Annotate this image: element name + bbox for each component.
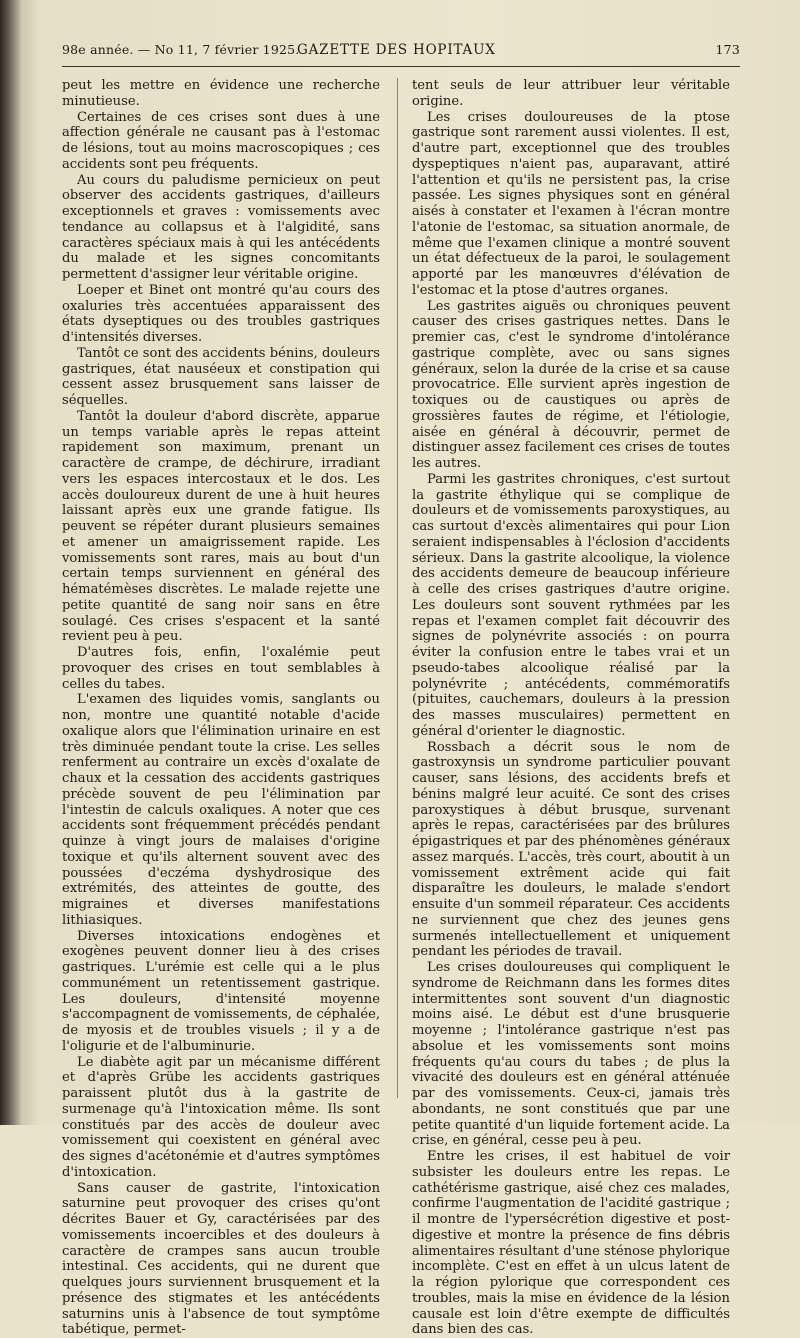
paragraph: Au cours du paludisme pernicieux on peut observer des accidents gastriques, d'ailleurs exceptionnels et graves : vomissements avec tendance au collapsus et à l'algidité, sans caractères spéciaux mais à qui les antécédents du malade et les signes concomitants permettent d'assigner leur véritable origine.	[62, 173, 380, 283]
paragraph: tent seuls de leur attribuer leur véritable origine.	[412, 78, 730, 110]
paragraph: Rossbach a décrit sous le nom de gastroxynsis un syndrome particulier pouvant causer, sans lésions, des accidents brefs et bénins malgré leur acuité. Ce sont des crises paroxystiques à début brusque, survenant après le repas, caractérisées par des brûlures épigastriques et par des phénomènes généraux assez marqués. L'accès, très court, aboutit à un vomissement extrêment acide qui fait disparaître les douleurs, le malade s'endort ensuite d'un sommeil réparateur. Ces accidents ne surviennent que chez des jeunes gens surmenés intellectuellement et uniquement pendant les périodes de travail.	[412, 740, 730, 961]
issue-info: 98e année. — No 11, 7 février 1925.	[62, 42, 299, 57]
paragraph: Loeper et Binet ont montré qu'au cours des oxaluries très accentuées apparaissent des états dyseptiques ou des troubles gastriques d'intensités diverses.	[62, 283, 380, 346]
paragraph: Certaines de ces crises sont dues à une affection générale ne causant pas à l'estomac de lésions, tout au moins macroscopiques ; ces accidents sont peu fréquents.	[62, 110, 380, 173]
journal-title: GAZETTE DES HOPITAUX	[297, 42, 496, 58]
paragraph: Entre les crises, il est habituel de voir subsister les douleurs entre les repas. Le cathétérisme gastrique, aisé chez ces malades, confirme l'augmentation de l'acidité gastrique ; il montre de l'ypersécrétion digestive et post-digestive et montre la présence de fins débris alimentaires résultant d'une sténose phylorique incomplète. C'est en effet à un ulcus latent de la région pylorique que correspondent ces troubles, mais la mise en évidence de la lésion causale est loin d'être exempte de difficultés dans bien des cas.	[412, 1149, 730, 1338]
paragraph: Sans causer de gastrite, l'intoxication saturnine peut provoquer des crises qu'ont décrites Bauer et Gy, caractérisées par des vomissements incoercibles et des douleurs à caractère de crampes sans aucun trouble intestinal. Ces accidents, qui ne durent que quelques jours surviennent brusquement et la présence des stigmates et les antécédents saturnins unis à l'absence de tout symptôme tabétique, permet-	[62, 1181, 380, 1338]
column-divider	[397, 78, 398, 1098]
page-number: 173	[716, 42, 740, 57]
left-column	[62, 78, 380, 1338]
paragraph: Les crises douloureuses de la ptose gastrique sont rarement aussi violentes. Il est, d'autre part, exceptionnel que des troubles dyspeptiques n'aient pas, auparavant, attiré l'attention et qu'ils ne persistent pas, la crise passée. Les signes physiques sont en général aisés à constater et l'examen à l'écran montre l'atonie de l'estomac, sa situation anormale, de même que l'examen clinique a montré souvent un état défectueux de la paroi, le soulagement apporté par les manœuvres d'élévation de l'estomac et la ptose d'autres organes.	[412, 110, 730, 299]
paragraph: D'autres fois, enfin, l'oxalémie peut provoquer des crises en tout semblables à celles du tabes.	[62, 645, 380, 692]
paragraph: Tantôt ce sont des accidents bénins, douleurs gastriques, état nauséeux et constipation qui cessent assez brusquement sans laisser de séquelles.	[62, 346, 380, 409]
paragraph: Les gastrites aiguës ou chroniques peuvent causer des crises gastriques nettes. Dans le premier cas, c'est le syndrome d'intolérance gastrique complète, avec ou sans signes généraux, selon la durée de la crise et sa cause provocatrice. Elle survient après ingestion de toxiques ou de caustiques ou après de grossières fautes de régime, et l'étiologie, aisée en général à découvrir, permet de distinguer assez facilement ces crises de toutes les autres.	[412, 299, 730, 472]
paragraph: Diverses intoxications endogènes et exogènes peuvent donner lieu à des crises gastriques. L'urémie est celle qui a le plus communément un retentissement gastrique. Les douleurs, d'intensité moyenne s'accompagnent de vomissements, de céphalée, de myosis et de troubles visuels ; il y a de l'oligurie et de l'albuminurie.	[62, 929, 380, 1055]
paragraph: Parmi les gastrites chroniques, c'est surtout la gastrite éthylique qui se complique de douleurs et de vomissements paroxystiques, au cas surtout d'excès alimentaires qui pour Lion seraient indispensables à l'éclosion d'accidents sérieux. Dans la gastrite alcoolique, la violence des accidents demeure de beaucoup inférieure à celle des crises gastriques d'autre origine. Les douleurs sont souvent rythmées par les repas et l'examen complet fait découvrir des signes de polynévrite associés : on pourra éviter la confusion entre le tabes vrai et un pseudo-tabes alcoolique réalisé par la polynévrite ; antécédents, commémoratifs (pituites, cauchemars, douleurs à la pression des masses musculaires) permettent en général d'orienter le diagnostic.	[412, 472, 730, 740]
header-rule	[62, 66, 740, 67]
paragraph: Tantôt la douleur d'abord discrète, apparue un temps variable après le repas atteint rapidement son maximum, prenant un caractère de crampe, de déchirure, irradiant vers les espaces intercostaux et le dos. Les accès douloureux durent de une à huit heures laissant après eux une grande fatigue. Ils peuvent se répéter durant plusieurs semaines et amener un amaigrissement rapide. Les vomissements sont rares, mais au bout d'un certain temps surviennent en général des hématémèses discrètes. Le malade rejette une petite quantité de sang noir sans en être soulagé. Ces crises s'espacent et la santé revient peu à peu.	[62, 409, 380, 645]
paragraph: peut les mettre en évidence une recherche minutieuse.	[62, 78, 380, 110]
paragraph: Le diabète agit par un mécanisme différent et d'après Grübe les accidents gastriques paraissent plutôt dus à la gastrite de surmenage qu'à l'intoxication même. Ils sont constitués par des accès de douleur avec vomissement qui coexistent en général avec des signes d'acétonémie et d'autres symptômes d'intoxication.	[62, 1055, 380, 1181]
right-column	[412, 78, 730, 1338]
page-header	[62, 42, 740, 62]
paragraph: Les crises douloureuses qui compliquent le syndrome de Reichmann dans les formes dites intermittentes sont souvent d'un diagnostic moins aisé. Le début est d'une brusquerie moyenne ; l'intolérance gastrique n'est pas absolue et les vomissements sont moins fréquents qu'au cours du tabes ; de plus la vivacité des douleurs est en général atténuée par des vomissements. Ceux-ci, jamais très abondants, ne sont constitués que par une petite quantité d'un liquide fortement acide. La crise, en général, cesse peu à peu.	[412, 960, 730, 1149]
paragraph: L'examen des liquides vomis, sanglants ou non, montre une quantité notable d'acide oxalique alors que l'élimination urinaire en est très diminuée pendant toute la crise. Les selles renferment au contraire un excès d'oxalate de chaux et la cessation des accidents gastriques précède souvent de peu l'élimination par l'intestin de calculs oxaliques. A noter que ces accidents sont fréquemment précédés pendant quinze à vingt jours de malaises d'origine toxique et qu'ils alternent souvent avec des poussées d'eczéma dyshydrosique des extrémités, des atteintes de goutte, des migraines et diverses manifestations lithiasiques.	[62, 692, 380, 928]
